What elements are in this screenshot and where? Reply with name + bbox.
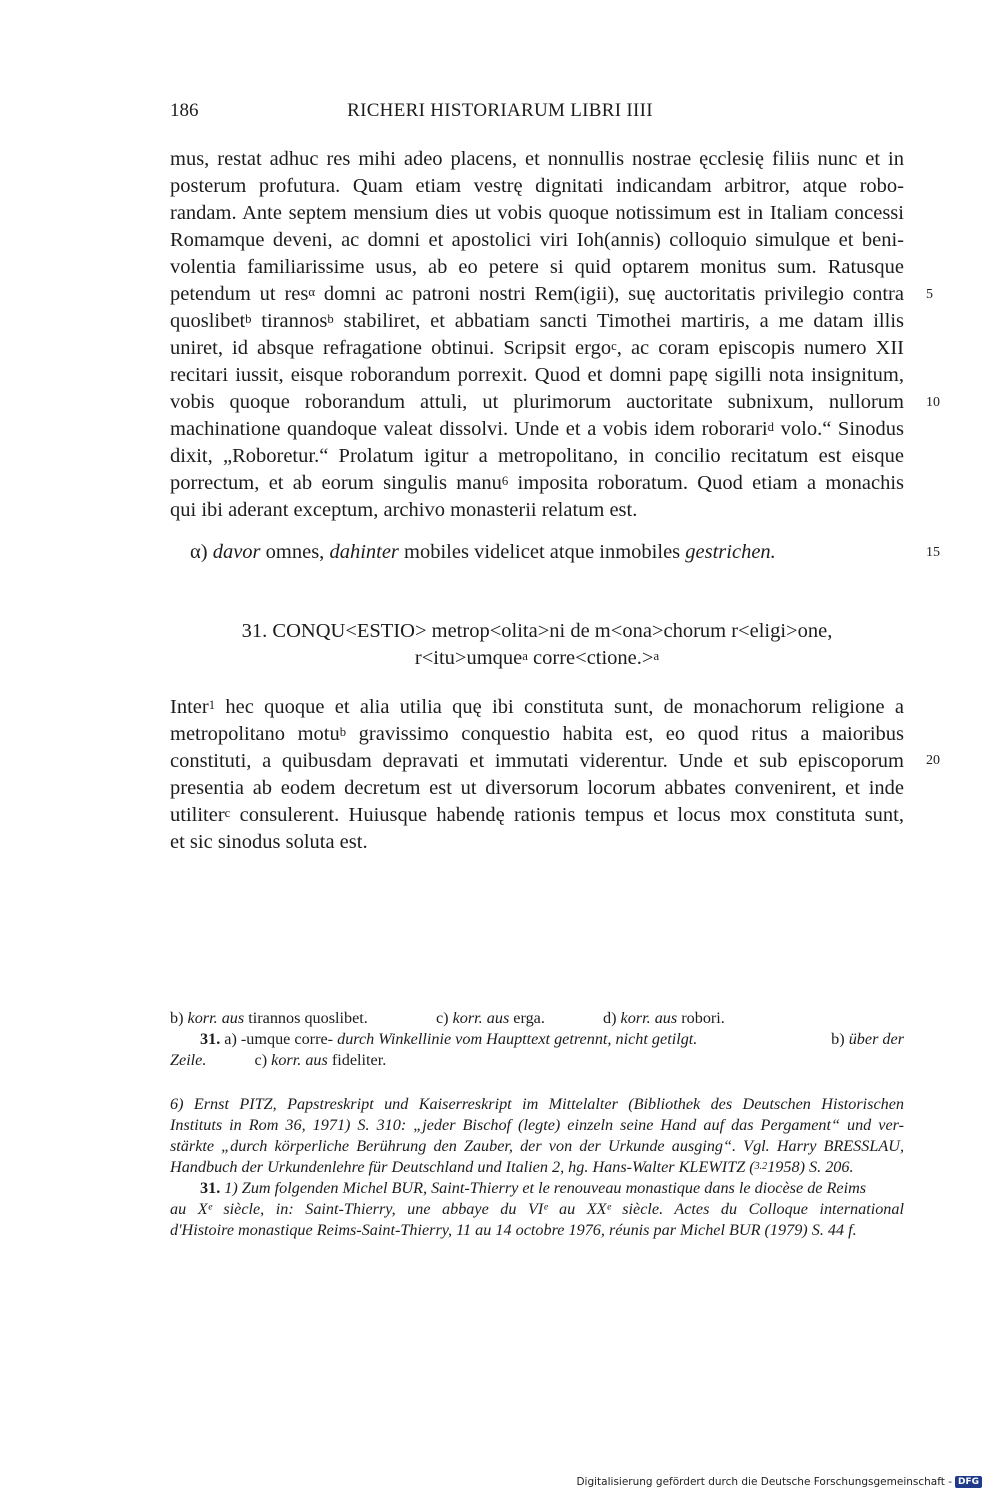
text-segment: tirannos quoslibet. [248, 1009, 368, 1027]
text-segment: korr. aus [620, 1009, 678, 1027]
text-line [170, 308, 904, 335]
footnote-marker: b [339, 724, 347, 739]
text-segment: korr. aus [271, 1051, 328, 1069]
text-line: vobis quoque roborandum attuli, ut plurimorum auctoritate subnixum, nullorum [170, 391, 904, 413]
text-line: volentia familiarissime usus, ab eo petere si quid optarem monitus sum. Ratusque [170, 256, 904, 278]
text-line: et sic sinodus soluta est. [170, 831, 368, 853]
text-segment: mobiles videlicet atque inmobiles [398, 541, 686, 563]
text-line [170, 281, 904, 308]
text-segment: über der [848, 1030, 904, 1048]
text-segment: Zeile. [170, 1051, 207, 1069]
note-line: stärkte „durch körperliche Berührung den Zauber, der von der Urkunde ausging“. Vgl. Harry BRESSLAU, [170, 1137, 904, 1155]
apparatus-label: b) [831, 1030, 845, 1048]
line-number: 5 [926, 287, 933, 302]
text-line [170, 335, 904, 362]
text-segment: davor [212, 541, 261, 563]
text-segment: gestrichen. [685, 541, 776, 563]
text-line: dixit, „Roboretur.“ Prolatum igitur a metropolitano, in concilio recitatum est eisque [170, 445, 904, 467]
text-segment: metropolitano motu [170, 723, 340, 745]
note-line: Instituts in Rom 36, 1971) S. 310: „jeder Bischof (legte) einzeln seine Hand auf das Pergament“ und ver- [170, 1116, 904, 1134]
text-line [170, 721, 904, 748]
text-segment: 1) Zum folgenden Michel BUR, Saint-Thierry et le renouveau monastique dans le diocèse de Reims [224, 1179, 867, 1197]
text-segment: korr. aus [452, 1009, 510, 1027]
text-segment: machinatione quandoque valeat dissolvi. Unde et a vobis idem roborari [170, 418, 768, 440]
text-segment: Handbuch der Urkundenlehre für Deutschland und Italien 2, hg. Hans-Walter KLEWITZ ( [170, 1158, 755, 1176]
footnote-marker: b [327, 311, 334, 326]
text-line [170, 470, 904, 497]
footnote-marker: d [767, 419, 774, 434]
text-segment: stabiliret, et abbatiam sancti Timothei martiris, a me datam illis [333, 310, 905, 332]
text-segment: porrectum, et ab eorum singulis manu [170, 472, 502, 494]
text-segment: omnes, [260, 541, 330, 563]
dfg-logo-icon: DFG [955, 1476, 982, 1488]
text-segment: hec quoque et alia utilia quę ibi constituta sunt, de monachorum religione a [215, 696, 904, 718]
footnote-marker: b [245, 311, 252, 326]
text-line: qui ibi aderant exceptum, archivo monasterii relatum est. [170, 499, 638, 521]
text-segment: consulerent. Huiusque habendę rationis tempus et locus mox constituta sunt, [230, 804, 904, 826]
section-heading-line: 31. CONQU<ESTIO> metrop<olita>ni de m<ona>chorum r<eligi>one, [241, 620, 833, 642]
apparatus-line [200, 1029, 904, 1051]
digitization-credit [576, 1476, 982, 1488]
footnote-marker: c [224, 805, 231, 820]
running-title: RICHERI HISTORIARUM LIBRI IIII [347, 100, 653, 121]
text-segment: 1958) S. 206. [767, 1158, 854, 1176]
text-line [170, 416, 904, 443]
note-line: d'Histoire monastique Reims-Saint-Thierry, 11 au 14 octobre 1976, réunis par Michel BUR (1979) S. 44 f. [170, 1221, 857, 1239]
footnote-marker: 6 [501, 473, 509, 488]
text-segment: Inter [170, 696, 209, 718]
text-segment: r<itu>umque [414, 647, 523, 669]
text-segment: korr. aus [187, 1009, 245, 1027]
text-line: Romamque deveni, ac domni et apostolici viri Ioh(annis) colloquio simulque et beni- [170, 229, 904, 251]
footnote-marker: α [308, 284, 316, 299]
text-segment: utiliter [170, 804, 225, 826]
text-line [170, 802, 904, 829]
footnote-marker: 1 [208, 697, 216, 712]
note-line: au Xᵉ siècle, in: Saint-Thierry, une abbaye du VIᵉ au XXᵉ siècle. Actes du Colloque international [170, 1200, 904, 1218]
apparatus-right [831, 1029, 904, 1051]
variant-note [190, 539, 924, 566]
apparatus-label: c) [435, 1009, 449, 1027]
text-segment: domni ac patroni nostri Rem(igii), suę auctoritatis privilegio contra [315, 283, 904, 305]
text-segment: quoslibet [170, 310, 246, 332]
text-segment: gravissimo conquestio habita est, eo quod ritus a maioribus [346, 723, 904, 745]
line-number: 10 [926, 395, 940, 410]
footnote-marker: a [522, 648, 528, 663]
text-segment: corre<ctione.> [527, 647, 654, 669]
text-segment: , ac coram episcopis numero XII [616, 337, 904, 359]
footnote-marker: 3.2 [754, 1160, 768, 1172]
apparatus-label: b) [170, 1009, 184, 1027]
apparatus-label: c) [254, 1051, 268, 1069]
text-line [170, 694, 904, 721]
text-segment: durch Winkellinie vom Haupttext getrennt, nicht getilgt. [337, 1030, 698, 1048]
line-number: 20 [926, 753, 940, 768]
text-segment: fideliter. [331, 1051, 387, 1069]
text-line: posterum profutura. Quam etiam vestrę dignitati indicandam arbitror, atque robo- [170, 175, 904, 197]
note-line [170, 1157, 904, 1179]
credit-text: Digitalisierung gefördert durch die Deutsche Forschungsgemeinschaft - [576, 1476, 952, 1488]
section-number: 31. [200, 1030, 221, 1048]
text-line: presentia ab eodem decretum est ut diversorum locorum abbates convenirent, et inde [170, 777, 904, 799]
apparatus-line [170, 1008, 904, 1030]
section-heading-line [170, 645, 904, 672]
text-segment: tirannos [251, 310, 328, 332]
text-line: constituti, a quibusdam depravati et immutati viderentur. Unde et sub episcoporum [170, 750, 904, 772]
text-segment: imposita roboratum. Quod etiam a monachis [508, 472, 904, 494]
text-line: mus, restat adhuc res mihi adeo placens, et nonnullis nostrae ęcclesię filiis nunc et in [170, 148, 904, 170]
line-number: 15 [926, 545, 940, 560]
text-segment: volo.“ Sinodus [774, 418, 905, 440]
text-segment: robori. [681, 1009, 725, 1027]
text-segment: erga. [513, 1009, 545, 1027]
section-number: 31. [200, 1179, 221, 1197]
text-line: recitari iussit, eisque roborandum porrexit. Quod et domni papę sigilli nota insignitum, [170, 364, 904, 386]
note-line [200, 1178, 904, 1200]
text-line: randam. Ante septem mensium dies ut vobis quoque notissimum est in Italiam concessi [170, 202, 904, 224]
apparatus-label: d) [603, 1009, 617, 1027]
page-number: 186 [170, 100, 199, 121]
apparatus-line [170, 1050, 904, 1072]
note-marker: α) [190, 541, 208, 563]
text-segment: dahinter [329, 541, 399, 563]
footnote-marker: a [653, 648, 660, 663]
note-line: 6) Ernst PITZ, Papstreskript und Kaiserreskript im Mittelalter (Bibliothek des Deutschen Historischen [170, 1095, 904, 1113]
text-segment: a) -umque corre- [224, 1030, 334, 1048]
text-segment: uniret, id absque refragatione obtinui. Scripsit ergo [170, 337, 612, 359]
footnote-marker: c [611, 338, 617, 353]
text-segment: petendum ut res [170, 283, 309, 305]
